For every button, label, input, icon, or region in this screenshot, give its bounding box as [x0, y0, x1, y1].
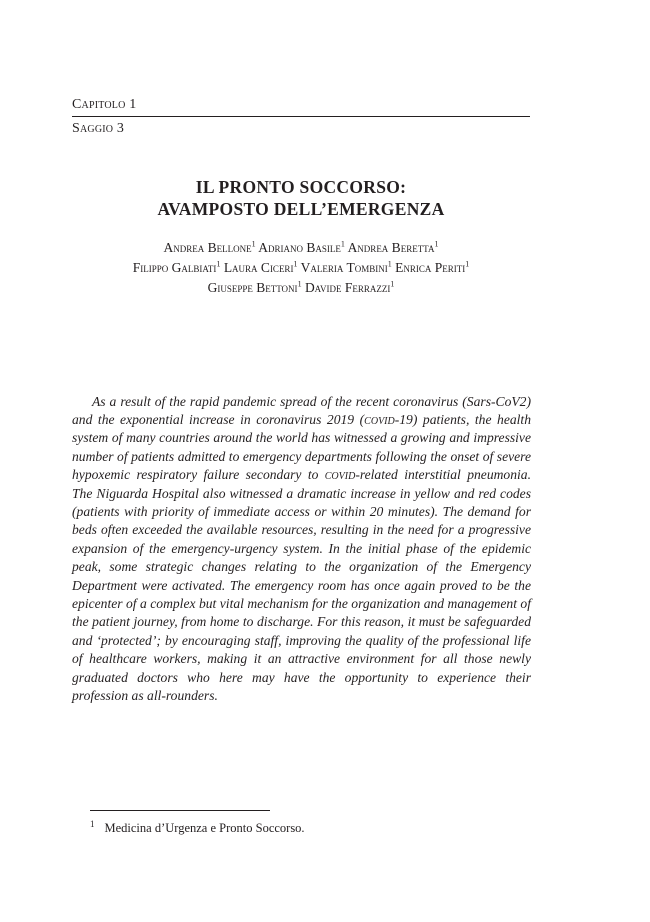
- author-list: [60, 238, 542, 298]
- author: [208, 280, 302, 295]
- author: [301, 260, 392, 275]
- affiliation-mark: 1: [465, 259, 470, 269]
- abstract-text: -19) patients, the health system of many countries around the world has witnessed a growing and impressive number of patients admitted to emergency departments following the onset of severe hypoxemic respiratory failure secondary to: [72, 412, 532, 483]
- author: [258, 240, 345, 255]
- covid-acronym: covid: [324, 467, 356, 483]
- footnote-text: Medicina d’Urgenza e Pronto Soccorso.: [104, 821, 305, 835]
- footnote: [90, 820, 305, 836]
- author-name: Andrea Bellone: [163, 240, 252, 255]
- author: [133, 260, 221, 275]
- author-name: Giuseppe Bettoni: [207, 280, 298, 295]
- author-name: Adriano Basile: [258, 240, 341, 255]
- running-head-chapter: Capitolo 1: [72, 94, 530, 117]
- affiliation-mark: 1: [434, 239, 439, 249]
- chapter-title-line-2: AVAMPOSTO DELL’EMERGENZA: [157, 199, 445, 219]
- affiliation-mark: 1: [340, 239, 345, 249]
- author-row: [60, 238, 542, 258]
- author-name: Andrea Beretta: [347, 240, 435, 255]
- author-name: Valeria Tombini: [300, 260, 388, 275]
- affiliation-mark: 1: [216, 259, 221, 269]
- covid-acronym: covid: [364, 412, 395, 427]
- running-head-essay: Saggio 3: [72, 121, 125, 136]
- footnote-mark: 1: [90, 818, 95, 829]
- chapter-title-line-1: IL PRONTO SOCCORSO:: [195, 177, 407, 197]
- author-row: [60, 278, 542, 298]
- chapter-title: [72, 176, 530, 220]
- abstract-text: -related interstitial pneumonia. The Niguarda Hospital also witnessed a dramatic increase in yellow and red codes (patients with priority of immediate access or within 20 minutes). The demand for beds often exceeded the available resources, resulting in the need for a progressive expansion of the emergency-urgency system. In the initial phase of the epidemic peak, some strategic changes relating to the organization of the Emergency Department were activated. The emergency room has once again proved to be the epicenter of a complex but vital mechanism for the organization and management of the patient journey, from home to discharge. For this reason, it must be safeguarded and ‘protected’; by encouraging staff, improving the quality of the professional life of healthcare workers, making it an attractive environment for all those newly graduated doctors who here may have the opportunity to experience their profession as all-rounders.: [72, 467, 531, 704]
- author: [395, 260, 469, 275]
- affiliation-mark: 1: [251, 239, 256, 249]
- author-row: [60, 258, 542, 278]
- affiliation-mark: 1: [390, 279, 395, 289]
- abstract-text: As a result of the rapid pandemic spread of the recent coronavirus (Sars-CoV2) and the exponential increase in coronavirus 2019 (: [72, 393, 531, 427]
- abstract: [72, 393, 531, 706]
- author: [224, 260, 298, 275]
- author-name: Laura Ciceri: [223, 260, 294, 275]
- footnote-divider: [90, 810, 270, 811]
- affiliation-mark: 1: [297, 279, 302, 289]
- author: [348, 240, 439, 255]
- affiliation-mark: 1: [387, 259, 392, 269]
- affiliation-mark: 1: [293, 259, 298, 269]
- author-name: Enrica Periti: [395, 260, 466, 275]
- author-name: Filippo Galbiati: [132, 260, 217, 275]
- author: [164, 240, 256, 255]
- author: [305, 280, 394, 295]
- author-name: Davide Ferrazzi: [304, 280, 391, 295]
